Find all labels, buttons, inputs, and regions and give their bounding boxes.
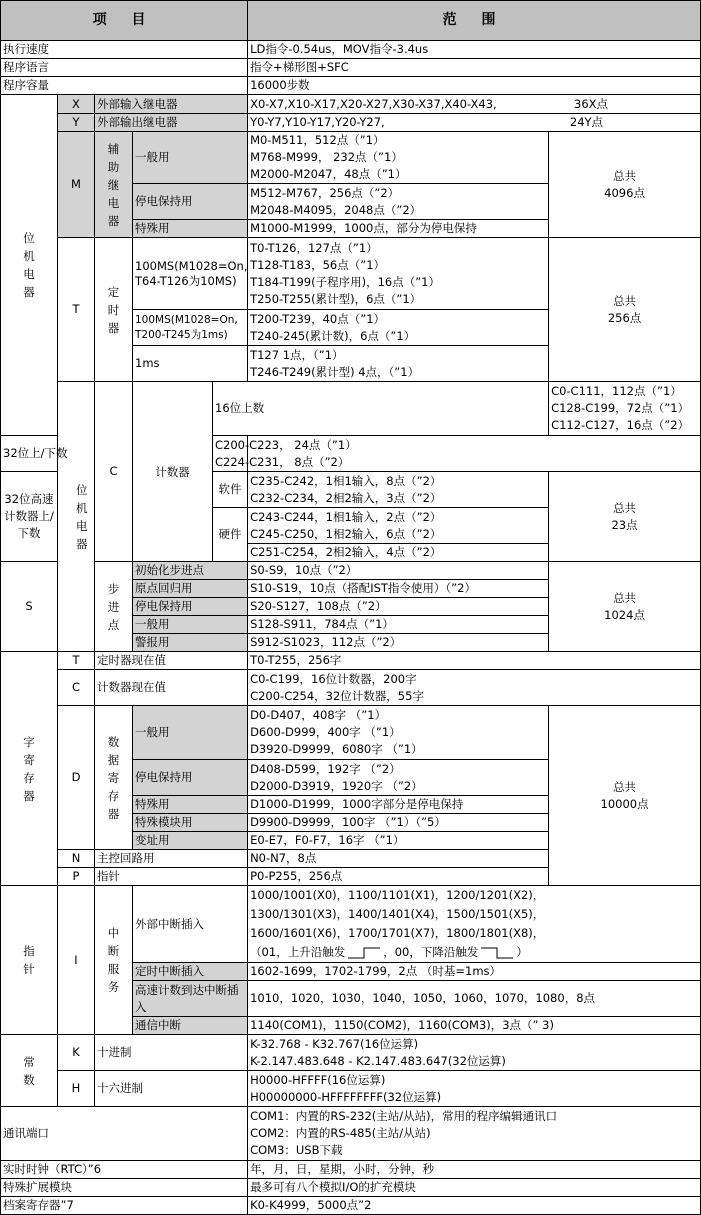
- row-value: 最多可有八个模拟I/O的扩充模块: [248, 1179, 701, 1197]
- line: C224-C231， 8点（”2）: [215, 454, 350, 469]
- c-sub-label: 计数器: [133, 382, 213, 562]
- line: M2000-M2047，48点（”1）: [250, 167, 407, 181]
- row-value: LD指令-0.54us，MOV指令-3.4us: [248, 41, 701, 59]
- s-row-value: S912-S1023，112点（”2）: [248, 634, 549, 652]
- line: C200-C254，32位计数器，55字: [250, 688, 424, 703]
- device-code: H: [58, 1071, 95, 1107]
- x-range: X0-X7,X10-X17,X20-X27,X30-X37,X40-X43,: [250, 96, 497, 111]
- i-row-name: 外部中断插入: [133, 886, 248, 963]
- table-row: [1, 114, 701, 132]
- table-row: [1, 670, 701, 706]
- t-row-value: [248, 238, 549, 310]
- d-row-name: 特殊用: [133, 796, 248, 814]
- device-name: 十六进制: [95, 1071, 248, 1107]
- table-row: [1, 41, 701, 59]
- line: T250-T255(累计型)，6点（”1）: [250, 291, 422, 306]
- device-name: 指针: [95, 868, 248, 886]
- t-total: [549, 238, 701, 382]
- line: D2000-D3919，1920字 （”2）: [250, 778, 423, 793]
- device-code: M: [58, 132, 95, 238]
- m-sub-label: 辅助继电器: [95, 132, 133, 238]
- line: C232-C234，2相2输入，3点（”2）: [250, 490, 442, 505]
- device-range: N0-N7，8点: [248, 850, 549, 868]
- d-row-name: 停电保持用: [133, 760, 248, 796]
- device-code: T: [58, 238, 95, 382]
- table-row: [1, 706, 701, 760]
- line: C0-C111，112点（”1）: [551, 384, 682, 398]
- line: COM1：内置的RS-232(主站/从站)，常用的程序编辑通讯口: [250, 1109, 558, 1123]
- t-row-value: [248, 346, 549, 382]
- row-label: 实时时钟（RTC）”6: [1, 1161, 248, 1179]
- line: M768-M999， 232点（”1）: [250, 150, 403, 164]
- d-row-name: 变址用: [133, 832, 248, 850]
- line: K-2.147.483.648 - K2.147.483.647(32位运算): [250, 1053, 506, 1068]
- device-name: 定时器现在值: [95, 652, 248, 670]
- m-row-name: 一般用: [133, 132, 248, 184]
- header-item: 项 目: [1, 1, 248, 41]
- device-code: N: [58, 850, 95, 868]
- c-hs-name: 32位高速计数器上/下数: [1, 472, 58, 562]
- s-row-name: 警报用: [133, 634, 248, 652]
- device-range: [248, 95, 701, 114]
- row-label: 程序容量: [1, 77, 248, 95]
- c-row-value: [213, 436, 357, 472]
- table-row: [1, 1107, 701, 1161]
- i-row-value: 1140(COM1)，1150(COM2)，1160(COM3)，3点（” 3): [248, 1017, 701, 1035]
- d-sub-label: 数据寄存器: [95, 706, 133, 850]
- edge-mid: ，00，下降沿触发: [383, 945, 479, 959]
- rising-edge-icon: [347, 947, 381, 959]
- s-row-name: 一般用: [133, 616, 248, 634]
- line: D0-D407，408字 （”1）: [250, 708, 387, 722]
- c-soft-label: 软件: [213, 472, 248, 508]
- line: T184-T199(子程序用)，16点（”1）: [250, 274, 440, 289]
- m-row-name: 停电保持用: [133, 184, 248, 220]
- line: D408-D599，192字 （”2）: [250, 761, 401, 776]
- device-code: C: [95, 382, 133, 562]
- d-row-value: [248, 706, 549, 760]
- device-range: P0-P255，256点: [248, 868, 549, 886]
- total-value: 10000点: [600, 796, 649, 811]
- d-total: [549, 706, 701, 886]
- line: H0000-HFFFF(16位运算): [250, 1072, 386, 1087]
- line: T200-T239，40点（”1）: [250, 311, 386, 326]
- s-sub-label: 步进点: [95, 562, 133, 652]
- total-label: 总共: [613, 168, 637, 183]
- row-value: [248, 1107, 701, 1161]
- edge-pre: （01，上升沿触发: [250, 945, 346, 959]
- device-code: K: [58, 1035, 95, 1071]
- i-row-value: 1010，1020，1030，1040，1050，1060，1070，1080，8点: [248, 981, 701, 1017]
- line: T246-T249(累计型) 4点，（”1）: [250, 364, 420, 379]
- device-range: [248, 1035, 701, 1071]
- total-value: 23点: [611, 517, 638, 532]
- edge-post: ）: [516, 945, 528, 959]
- line: C243-C244，1相1输入，2点（”2）: [250, 509, 442, 524]
- table-row: [1, 1197, 701, 1215]
- group-pointer: 指针: [1, 886, 58, 1035]
- c-hard-value: C251-C254，2相2输入，4点（”2）: [248, 544, 549, 562]
- c-total-2: [549, 472, 701, 562]
- line: T128-T183，56点（”1）: [250, 257, 386, 272]
- row-label: 特殊扩展模块: [1, 1179, 248, 1197]
- line: D3920-D9999，6080字 （”1）: [250, 742, 423, 756]
- i-row-name: 高速计数到达中断插入: [133, 981, 248, 1017]
- device-code: C: [58, 670, 95, 706]
- line: K-32.768 - K32.767(16位运算): [250, 1036, 419, 1051]
- device-code: P: [58, 868, 95, 886]
- s-row-value: S0-S9，10点（”2）: [248, 562, 549, 580]
- x-count: 36X点: [574, 96, 609, 111]
- device-range: T0-T255，256字: [248, 652, 701, 670]
- table-header: [1, 1, 701, 41]
- row-value: 年，月，日，星期，小时，分钟，秒: [248, 1161, 701, 1179]
- table-row: [1, 562, 701, 580]
- line: C112-C127，16点（”2）: [551, 418, 690, 432]
- edge-line: [250, 943, 698, 962]
- row-label: 通讯端口: [1, 1107, 248, 1161]
- line: M2048-M4095，2048点（”2）: [250, 202, 422, 217]
- group-constants: 常数: [1, 1035, 58, 1107]
- m-total: [549, 132, 701, 238]
- falling-edge-icon: [480, 947, 514, 959]
- device-range: [248, 670, 701, 706]
- m-row-value: M1000-M1999，1000点，部分为停电保持: [248, 220, 549, 238]
- row-value: 16000步数: [248, 77, 701, 95]
- device-code: X: [58, 95, 95, 114]
- device-code: Y: [58, 114, 95, 132]
- d-row-value: D9900-D9999，100字 （”1）（”5）: [248, 814, 549, 832]
- line: C245-C250，1相2输入，6点（”2）: [250, 526, 442, 541]
- row-label: 档案寄存器”7: [1, 1197, 248, 1215]
- t-row-value: [248, 310, 549, 346]
- m-row-value: [248, 184, 549, 220]
- total-label: 总共: [613, 293, 637, 308]
- s-row-name: 停电保持用: [133, 598, 248, 616]
- m-row-name: 特殊用: [133, 220, 248, 238]
- c-hard-value: [248, 508, 549, 544]
- c-hard-label: 硬件: [213, 508, 248, 562]
- total-value: 4096点: [604, 185, 645, 200]
- c-soft-value: [248, 472, 549, 508]
- total-value: 1024点: [604, 607, 645, 622]
- group-bit-devices-2: 位机电器: [58, 382, 95, 652]
- y-range: Y0-Y7,Y10-Y17,Y20-Y27,: [250, 115, 385, 129]
- i-row-name: 通信中断: [133, 1017, 248, 1035]
- table-row: [1, 77, 701, 95]
- device-code: T: [58, 652, 95, 670]
- table-row: [1, 238, 701, 310]
- row-label: 程序语言: [1, 59, 248, 77]
- device-code: D: [58, 706, 95, 850]
- line: C200-C223， 24点（”1）: [215, 437, 357, 452]
- table-row: [1, 1179, 701, 1197]
- t-row-name: 1ms: [133, 346, 248, 382]
- row-label: 执行速度: [1, 41, 248, 59]
- s-row-value: S128-S911，784点（”1）: [248, 616, 549, 634]
- i-sub-label: 中断服务: [95, 886, 133, 1035]
- line: COM3：USB下载: [250, 1143, 343, 1157]
- y-count: 24Y点: [569, 115, 604, 129]
- total-label: 总共: [613, 500, 637, 515]
- line: 1000/1001(X0)，1100/1101(X1)，1200/1201(X2)，: [250, 888, 545, 902]
- table-row: [1, 95, 701, 114]
- table-row: [1, 382, 701, 436]
- t-row-name: 100MS(M1028=On, T200-T245为1ms): [133, 310, 248, 346]
- d-row-name: 特殊模块用: [133, 814, 248, 832]
- table-row: [1, 1161, 701, 1179]
- table-row: [1, 59, 701, 77]
- line: T127 1点，（”1）: [250, 347, 344, 362]
- line: C0-C199，16位计数器，200字: [250, 671, 417, 686]
- line: 1300/1301(X3)，1400/1401(X4)，1500/1501(X5)，: [250, 907, 545, 921]
- device-name: 计数器现在值: [95, 670, 248, 706]
- row-value: 指令+梯形图+SFC: [248, 59, 701, 77]
- table-row: [1, 886, 701, 963]
- s-total: [549, 562, 701, 652]
- line: C235-C242，1相1输入，8点（”2）: [250, 473, 442, 488]
- device-name: 十进制: [95, 1035, 248, 1071]
- total-label: 总共: [613, 590, 637, 605]
- table-row: [1, 132, 701, 184]
- s-row-value: S10-S19，10点（搭配IST指令使用）（”2）: [248, 580, 549, 598]
- group-bit-devices: 位机电器: [1, 95, 58, 436]
- total-label: 总共: [613, 779, 637, 794]
- s-row-name: 初始化步进点: [133, 562, 248, 580]
- header-range: 范 围: [248, 1, 701, 41]
- t-row-name: 100MS(M1028=On, T64-T126为10MS): [133, 238, 248, 310]
- line: 1600/1601(X6)，1700/1701(X7)，1800/1801(X8)，: [250, 926, 545, 940]
- device-code: S: [1, 562, 58, 652]
- c-row-name: 32位上/下数: [1, 436, 95, 472]
- table-row: [1, 652, 701, 670]
- line: D600-D999，400字 （”1）: [250, 725, 401, 739]
- line: M512-M767，256点（”2）: [250, 185, 400, 200]
- device-name: 外部输入继电器: [95, 95, 248, 114]
- group-word-devices: 字寄存器: [1, 652, 58, 886]
- line: COM2：内置的RS-485(主站/从站): [250, 1126, 431, 1140]
- device-name: 外部输出继电器: [95, 114, 248, 132]
- s-row-name: 原点回归用: [133, 580, 248, 598]
- d-row-value: D1000-D1999，1000字部分是停电保持: [248, 796, 549, 814]
- s-row-value: S20-S127，108点（”2）: [248, 598, 549, 616]
- d-row-name: 一般用: [133, 706, 248, 760]
- d-row-value: [248, 760, 549, 796]
- t-sub-label: 定时器: [95, 238, 133, 382]
- total-value: 256点: [607, 310, 642, 325]
- i-row-value: 1602-1699，1702-1799，2点 （时基=1ms）: [248, 963, 701, 981]
- line: C128-C199，72点（”1）: [551, 401, 690, 415]
- c-row-name: 16位上数: [213, 382, 549, 436]
- line: T240-245(累计数)，6点（”1）: [250, 328, 416, 343]
- device-name: 主控回路用: [95, 850, 248, 868]
- c-row-value: [549, 382, 701, 436]
- line: H00000000-HFFFFFFFF(32位运算): [250, 1089, 442, 1104]
- m-row-value: [248, 132, 549, 184]
- d-row-value: E0-E7，F0-F7，16字 （”1）: [248, 832, 549, 850]
- device-range: [248, 114, 701, 132]
- i-row-name: 定时中断插入: [133, 963, 248, 981]
- line: T0-T126，127点（”1）: [250, 240, 378, 255]
- device-code: I: [58, 886, 95, 1035]
- line: M0-M511，512点（”1）: [250, 133, 385, 147]
- row-value: K0-K4999，5000点”2: [248, 1197, 701, 1215]
- table-row: [1, 1035, 701, 1071]
- table-row: [1, 1071, 701, 1107]
- device-range: [248, 1071, 701, 1107]
- i-row-value: [248, 886, 701, 963]
